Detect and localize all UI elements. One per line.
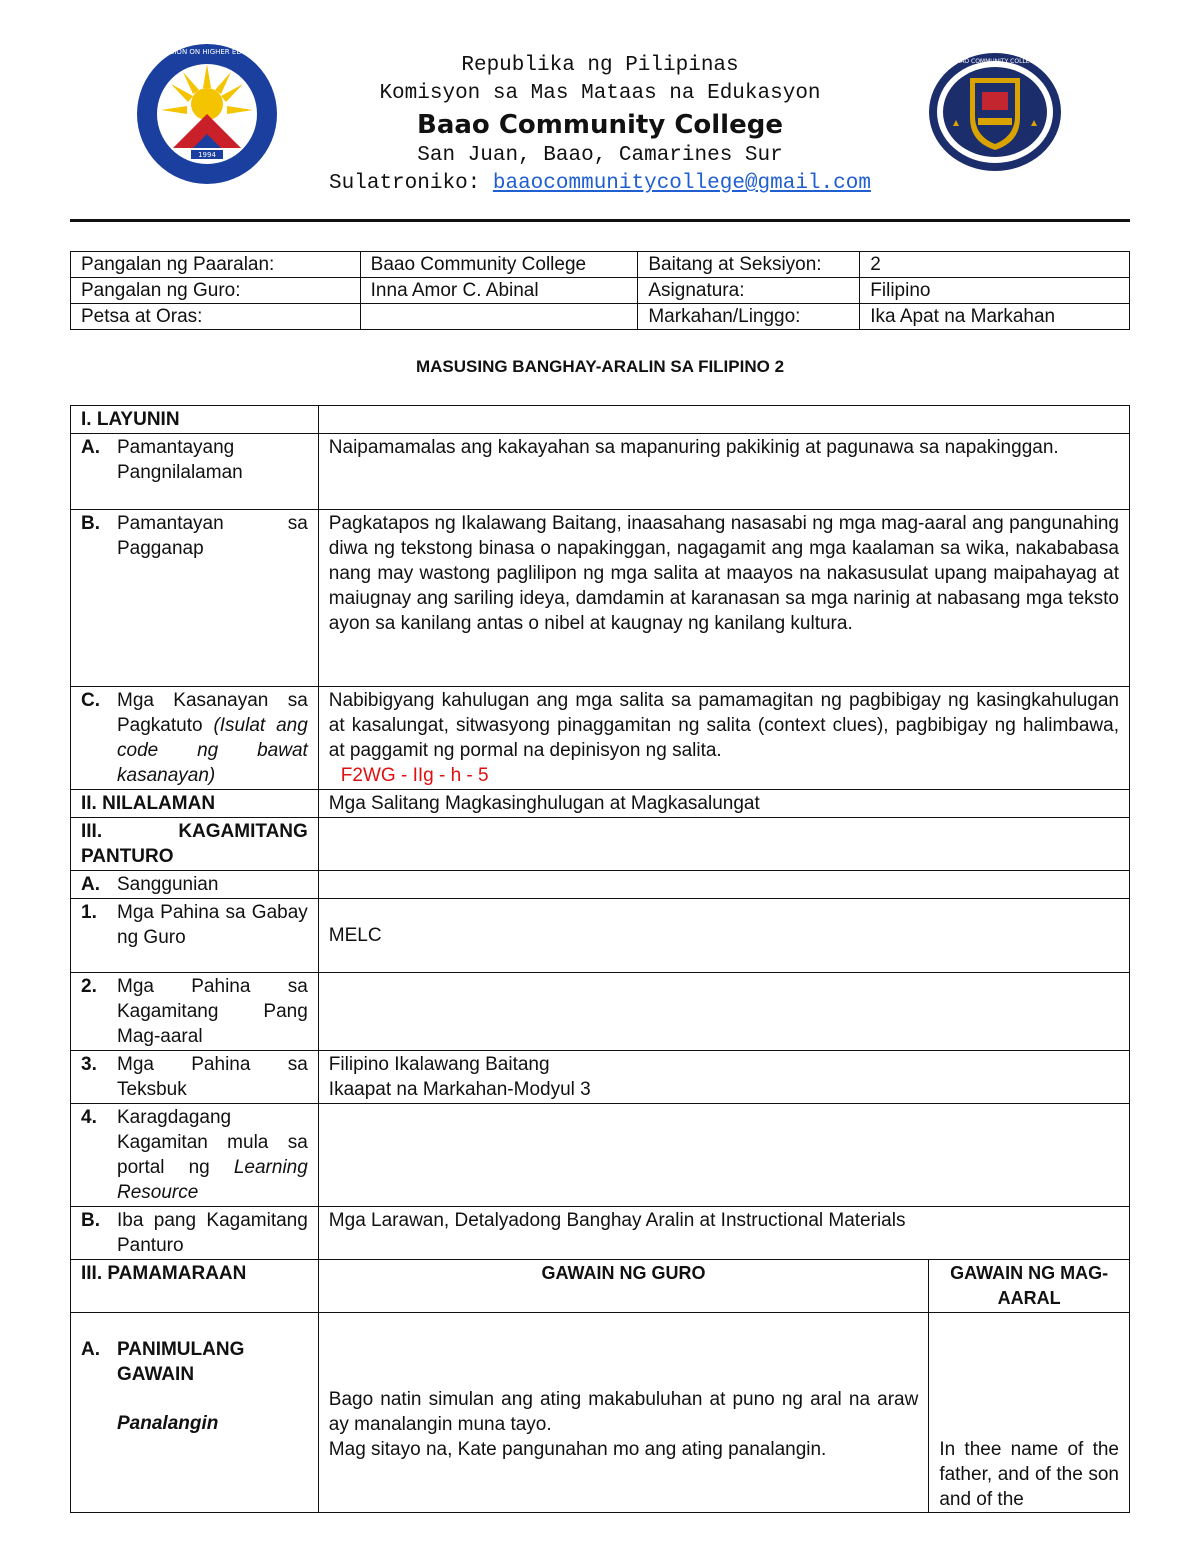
- document-title: MASUSING BANGHAY-ARALIN SA FILIPINO 2: [415, 357, 785, 376]
- header-divider: [70, 219, 1130, 222]
- info-label: Petsa at Oras:: [71, 304, 361, 330]
- teacher-activity: Bago natin simulan ang ating makabuluhan at puno ng aral na araw ay manalangin muna tayo.: [328, 1389, 919, 1435]
- info-label: Markahan/Linggo:: [638, 304, 860, 330]
- column-header: GAWAIN NG GURO: [318, 1260, 929, 1313]
- section-heading: II. NILALAMAN: [71, 790, 319, 818]
- table-row: [71, 687, 1130, 790]
- row-label: 2. Mga Pahina sa Kagamitang Pang Mag-aaral: [81, 976, 308, 1047]
- table-row: [71, 1051, 1130, 1104]
- table-row: [71, 899, 1130, 973]
- empty-cell: [318, 1104, 1129, 1207]
- letterhead-text: [300, 52, 900, 198]
- address-line: San Juan, Baao, Camarines Sur: [417, 144, 783, 167]
- info-value: Baao Community College: [360, 252, 638, 278]
- section-heading: III. PAMAMARAAN: [71, 1260, 319, 1313]
- table-row: [71, 1260, 1130, 1313]
- republic-line: Republika ng Pilipinas: [461, 54, 739, 77]
- column-header: GAWAIN NG MAG-AARAL: [929, 1260, 1130, 1313]
- row-label: C. Mga Kasanayan sa Pagkatuto (Isulat ang code ng bawat kasanayan): [81, 690, 308, 786]
- teacher-activity: Mag sitayo na, Kate pangunahan mo ang ating panalangin.: [328, 1439, 827, 1460]
- row-content: MELC: [318, 899, 1129, 973]
- table-row: [71, 973, 1130, 1051]
- row-content: Naipamamalas ang kakayahan sa mapanuring pakikinig at pagunawa sa napakinggan.: [318, 434, 1129, 510]
- table-row: [71, 790, 1130, 818]
- row-content: Ikaapat na Markahan-Modyul 3: [328, 1079, 591, 1100]
- row-content: Mga Salitang Magkasinghulugan at Magkasalungat: [318, 790, 1129, 818]
- sub-label: Panalangin: [117, 1413, 219, 1434]
- lesson-plan-table: [70, 405, 1130, 1513]
- info-value: Ika Apat na Markahan: [860, 304, 1130, 330]
- row-content: Filipino Ikalawang Baitang: [328, 1054, 550, 1075]
- row-label: B. Pamantayan sa Pagganap: [81, 513, 308, 559]
- seal-year: 1994: [198, 151, 216, 159]
- empty-cell: [318, 973, 1129, 1051]
- info-label: Asignatura:: [638, 278, 860, 304]
- row-label: A. PANIMULANG GAWAIN: [81, 1339, 245, 1385]
- ched-seal-icon: [135, 42, 279, 186]
- section-heading: I. LAYUNIN: [71, 406, 319, 434]
- section-heading: III. KAGAMITANG PANTURO: [71, 818, 319, 871]
- info-value: Inna Amor C. Abinal: [360, 278, 638, 304]
- table-row: [71, 304, 1130, 330]
- competency-code: F2WG - IIg - h - 5: [340, 765, 489, 786]
- bcc-seal-icon: [928, 52, 1062, 172]
- info-value: [360, 304, 638, 330]
- row-label: 3. Mga Pahina sa Teksbuk: [81, 1054, 308, 1100]
- empty-cell: [318, 871, 1129, 899]
- seal-ring-text-right: BAAO COMMUNITY COLLEGE: [952, 58, 1038, 65]
- info-value: 2: [860, 252, 1130, 278]
- table-row: [71, 510, 1130, 687]
- table-row: [71, 1104, 1130, 1207]
- row-label: B. Iba pang Kagamitang Panturo: [81, 1210, 308, 1256]
- info-table: [70, 251, 1130, 330]
- info-value: Filipino: [860, 278, 1130, 304]
- info-label: Baitang at Seksiyon:: [638, 252, 860, 278]
- info-label: Pangalan ng Guro:: [71, 278, 361, 304]
- commission-line: Komisyon sa Mas Mataas na Edukasyon: [379, 82, 821, 105]
- seal-ring-text: COMMISSION ON HIGHER EDUCATION: [140, 48, 274, 56]
- email-line: [300, 170, 900, 198]
- row-label: A. Pamantayang Pangnilalaman: [81, 437, 243, 483]
- row-content: Nabibigyang kahulugan ang mga salita sa pamamagitan ng pagbibigay ng kasingkahulugan at kasalungat, sitwasyong pinaggamitan ng salita (context clues), pagbibigay ng halimbawa, at paggamit ng pormal na depinisyon ng salita.: [328, 690, 1119, 761]
- row-content: Pagkatapos ng Ikalawang Baitang, inaasahang nasasabi ng mga mag-aaral ang pangunahing diwa ng tekstong binasa o napakinggan, nagagamit ang mga kaalaman sa wika, nakababasa nang may wastong paglilipon ng mga salita at maayos na nakasusulat upang maipahayag at maiugnay ang sariling ideya, damdamin at karanasan sa mga narinig at nabasang mga teksto ayon sa kanilang antas o nibel at kaugnay ng kanilang kultura.: [318, 510, 1129, 687]
- row-label: A. Sanggunian: [81, 874, 219, 895]
- table-row: [71, 252, 1130, 278]
- email-link[interactable]: baaocommunitycollege@gmail.com: [492, 172, 871, 195]
- email-label: Sulatroniko:: [329, 172, 493, 195]
- row-label: 4. Karagdagang Kagamitan mula sa portal ng Learning Resource: [81, 1107, 308, 1203]
- info-label: Pangalan ng Paaralan:: [71, 252, 361, 278]
- college-name: Baao Community College: [417, 110, 783, 140]
- letterhead: [0, 0, 1200, 220]
- table-row: [71, 406, 1130, 434]
- student-activity: In thee name of the father, and of the son and of the: [929, 1313, 1130, 1513]
- row-content: Mga Larawan, Detalyadong Banghay Aralin at Instructional Materials: [318, 1207, 1129, 1260]
- table-row: [71, 1313, 1130, 1513]
- table-row: [71, 278, 1130, 304]
- empty-cell: [318, 818, 1129, 871]
- row-label: 1. Mga Pahina sa Gabay ng Guro: [81, 902, 308, 948]
- table-row: [71, 1207, 1130, 1260]
- table-row: [71, 818, 1130, 871]
- table-row: [71, 871, 1130, 899]
- table-row: [71, 434, 1130, 510]
- empty-cell: [318, 406, 1129, 434]
